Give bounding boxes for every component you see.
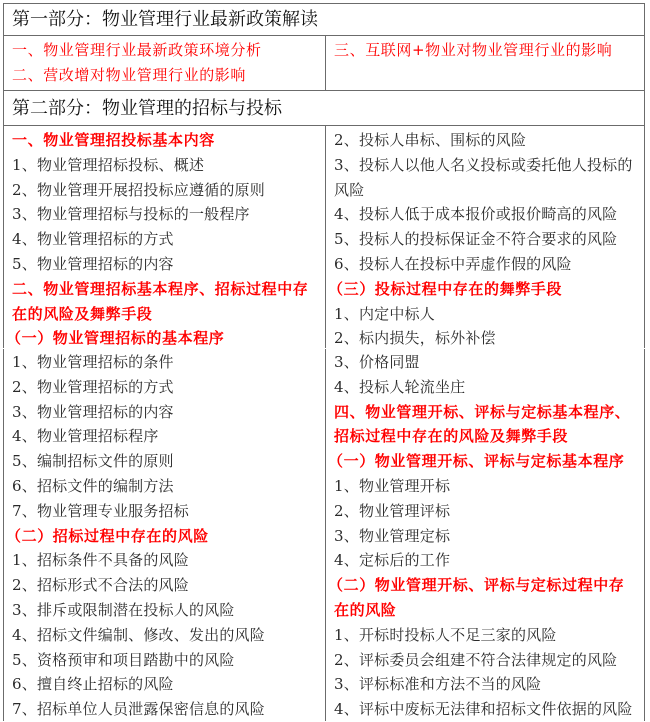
outline-item: 4、定标后的工作 <box>334 551 451 570</box>
outline-item: 3、投标人以他人名义投标或委托他人投标的 <box>334 155 633 174</box>
outline-item: 6、投标人在投标中弄虚作假的风险 <box>334 254 572 273</box>
outline-item: 2、投标人串标、围标的风险 <box>334 131 527 149</box>
outline-heading: 一、物业管理招投标基本内容 <box>12 131 215 149</box>
outline-item: 2、标内损失，标外补偿 <box>334 329 496 348</box>
outline-heading: （一）物业管理开标、评标与定标基本程序 <box>328 452 625 471</box>
outline-item: 4、评标中废标无法律和招标文件依据的风险 <box>334 700 633 719</box>
part1-left-column <box>4 36 326 90</box>
outline-item: 2、招标形式不合法的风险 <box>12 576 189 595</box>
outline-item: 3、物业管理招标的内容 <box>12 402 174 421</box>
outline-item: 2、物业管理招标的方式 <box>12 377 174 396</box>
outline-item: 4、投标人低于成本报价或报价畸高的风险 <box>334 205 618 224</box>
outline-heading: 在的风险及舞弊手段 <box>12 304 153 323</box>
part1-content-row <box>4 36 644 91</box>
outline-table-top <box>3 3 645 348</box>
outline-item: 4、物业管理招标的方式 <box>12 230 174 249</box>
outline-item: 3、评标标准和方法不当的风险 <box>334 675 542 694</box>
part2-content-row-a <box>4 126 644 348</box>
outline-item: 5、投标人的投标保证金不符合要求的风险 <box>334 230 618 249</box>
outline-item: 3、价格同盟 <box>334 353 420 371</box>
outline-item: 1、内定中标人 <box>334 304 435 323</box>
outline-heading: 四、物业管理开标、评标与定标基本程序、 <box>334 402 631 421</box>
part2-b-right-column <box>326 349 644 721</box>
outline-item: 3、物业管理招标与投标的一般程序 <box>12 205 250 224</box>
outline-item: 3、物业管理定标 <box>334 526 451 545</box>
outline-item: 1、物业管理开标 <box>334 476 451 495</box>
outline-table-bottom <box>3 349 645 721</box>
outline-item: 5、物业管理招标的内容 <box>12 254 174 273</box>
outline-item: 4、招标文件编制、修改、发出的风险 <box>12 625 265 644</box>
outline-item: 3、排斥或限制潜在投标人的风险 <box>12 600 235 619</box>
outline-item: 5、编制招标文件的原则 <box>12 452 174 471</box>
outline-heading: （一）物业管理招标的基本程序 <box>6 329 225 348</box>
outline-item: 2、评标委员会组建不符合法律规定的风险 <box>334 650 618 669</box>
part1-item-3: 三、互联网+物业对物业管理行业的影响 <box>334 41 613 59</box>
outline-item: 7、物业管理专业服务招标 <box>12 501 189 520</box>
outline-item: 7、招标单位人员泄露保密信息的风险 <box>12 700 265 719</box>
outline-heading: （三）投标过程中存在的舞弊手段 <box>328 279 563 298</box>
outline-heading: 二、物业管理招标基本程序、招标过程中存 <box>12 279 309 298</box>
part1-item-2: 二、营改增对物业管理行业的影响 <box>12 66 247 84</box>
outline-document <box>3 3 644 721</box>
outline-item: 5、资格预审和项目踏勘中的风险 <box>12 650 235 669</box>
outline-heading: 在的风险 <box>334 600 397 619</box>
outline-heading: 招标过程中存在的风险及舞弊手段 <box>334 427 569 446</box>
part2-a-right-column <box>326 126 644 348</box>
outline-item: 4、投标人轮流坐庄 <box>334 377 466 396</box>
outline-item: 1、开标时投标人不足三家的风险 <box>334 625 557 644</box>
outline-item: 1、招标条件不具备的风险 <box>12 551 189 570</box>
outline-heading: （二）招标过程中存在的风险 <box>6 526 209 545</box>
part2-content-row-b <box>4 349 644 721</box>
outline-item: 6、招标文件的编制方法 <box>12 476 174 495</box>
part2-b-left-column <box>4 349 326 721</box>
outline-item: 风险 <box>334 180 365 199</box>
outline-item: 2、物业管理评标 <box>334 501 451 520</box>
part1-title: 第一部分：物业管理行业最新政策解读 <box>4 4 644 36</box>
outline-item: 6、擅自终止招标的风险 <box>12 675 174 694</box>
outline-item: 4、物业管理招标程序 <box>12 427 159 446</box>
outline-item: 2、物业管理开展招投标应遵循的原则 <box>12 180 265 199</box>
part2-title: 第二部分：物业管理的招标与投标 <box>4 91 644 126</box>
part1-item-1: 一、物业管理行业最新政策环境分析 <box>12 41 262 59</box>
outline-item: 1、物业管理招标的条件 <box>12 353 174 371</box>
part2-a-left-column <box>4 126 326 348</box>
part1-right-column <box>326 36 644 90</box>
outline-item: 1、物业管理招标投标、概述 <box>12 155 205 174</box>
outline-heading: （二）物业管理开标、评标与定标过程中存 <box>328 576 625 595</box>
